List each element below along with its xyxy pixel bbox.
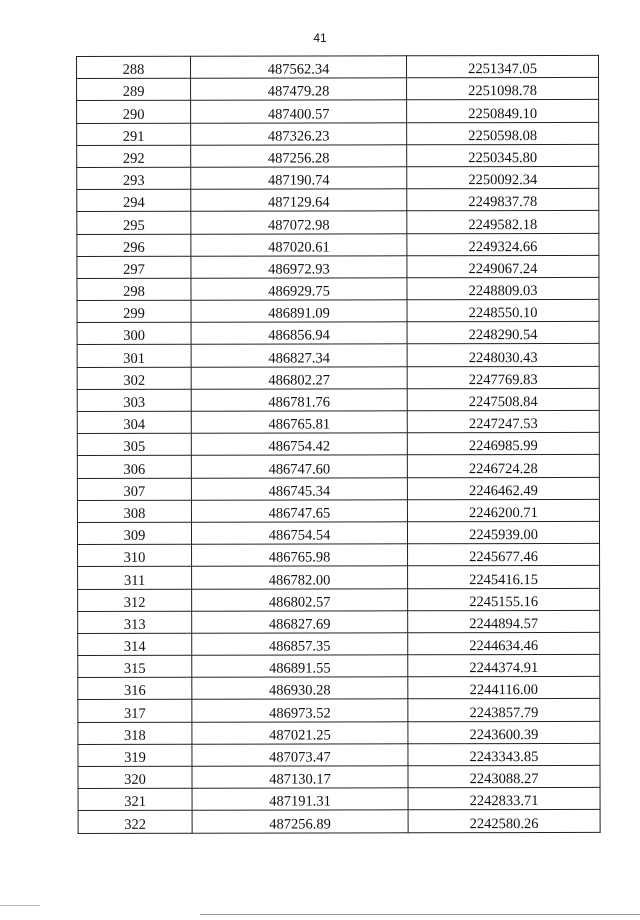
point-number-cell: 292: [77, 145, 191, 167]
table-row: [77, 521, 599, 544]
y-coordinate-cell: 2249067.24: [407, 255, 599, 278]
table-row: [77, 277, 599, 300]
point-number-cell: 315: [78, 655, 192, 677]
y-coordinate-cell: 2245155.16: [408, 588, 600, 611]
x-coordinate-cell: 486857.35: [192, 633, 408, 656]
table-row: [77, 455, 599, 478]
x-coordinate-cell: 487072.98: [191, 211, 407, 234]
x-coordinate-cell: 486765.81: [191, 411, 407, 434]
x-coordinate-cell: 486802.27: [191, 366, 407, 389]
x-coordinate-cell: 487020.61: [191, 233, 407, 256]
point-number-cell: 299: [77, 300, 191, 322]
y-coordinate-cell: 2243088.27: [408, 765, 600, 788]
table-row: [77, 366, 599, 389]
point-number-cell: 297: [77, 256, 191, 278]
x-coordinate-cell: 487400.57: [191, 100, 407, 123]
x-coordinate-cell: 487256.28: [191, 145, 407, 168]
x-coordinate-cell: 487073.47: [192, 744, 408, 767]
point-number-cell: 318: [78, 722, 192, 744]
x-coordinate-cell: 486972.93: [191, 255, 407, 278]
x-coordinate-cell: 486747.60: [191, 455, 407, 478]
y-coordinate-cell: 2244894.57: [408, 610, 600, 633]
table-row: [77, 166, 599, 189]
x-coordinate-cell: 486745.34: [191, 477, 407, 500]
x-coordinate-cell: 486930.28: [192, 677, 408, 700]
point-number-cell: 301: [77, 345, 191, 367]
x-coordinate-cell: 487479.28: [191, 78, 407, 101]
x-coordinate-cell: 487129.64: [191, 189, 407, 212]
table-row: [78, 788, 600, 811]
point-number-cell: 321: [78, 788, 192, 810]
x-coordinate-cell: 486782.00: [192, 566, 408, 589]
table-row: [77, 388, 599, 411]
point-number-cell: 308: [77, 500, 191, 522]
x-coordinate-cell: 487326.23: [191, 122, 407, 145]
x-coordinate-cell: 486891.09: [191, 300, 407, 323]
x-coordinate-cell: 486747.65: [191, 500, 407, 523]
point-number-cell: 303: [77, 389, 191, 411]
table-row: [77, 433, 599, 456]
y-coordinate-cell: 2248550.10: [407, 299, 599, 322]
point-number-cell: 298: [77, 278, 191, 300]
table-row: [77, 122, 599, 145]
y-coordinate-cell: 2251098.78: [407, 78, 599, 101]
table-row: [77, 344, 599, 367]
page-number: 41: [313, 31, 327, 45]
y-coordinate-cell: 2246462.49: [407, 477, 599, 500]
y-coordinate-cell: 2242833.71: [408, 788, 600, 811]
table-row: [77, 322, 599, 345]
point-number-cell: 322: [78, 811, 192, 833]
y-coordinate-cell: 2250849.10: [407, 100, 599, 123]
point-number-cell: 314: [78, 633, 192, 655]
scan-edge-mark: [0, 905, 40, 906]
table-row: [78, 810, 600, 833]
table-row: [77, 499, 599, 522]
x-coordinate-cell: 487190.74: [191, 167, 407, 190]
table-row: [77, 78, 599, 101]
y-coordinate-cell: 2247247.53: [407, 410, 599, 433]
x-coordinate-cell: 486781.76: [191, 389, 407, 412]
table-row: [77, 189, 599, 212]
point-number-cell: 309: [77, 522, 191, 544]
x-coordinate-cell: 486827.34: [191, 344, 407, 367]
y-coordinate-cell: 2247508.84: [407, 388, 599, 411]
point-number-cell: 313: [78, 611, 192, 633]
table-row: [78, 632, 600, 655]
point-number-cell: 296: [77, 234, 191, 256]
point-number-cell: 294: [77, 189, 191, 211]
y-coordinate-cell: 2242580.26: [408, 810, 600, 833]
point-number-cell: 293: [77, 167, 191, 189]
table-row: [78, 677, 600, 700]
table-row: [78, 721, 600, 744]
point-number-cell: 319: [78, 744, 192, 766]
table-row: [77, 100, 599, 123]
x-coordinate-cell: 486765.98: [192, 544, 408, 567]
point-number-cell: 300: [77, 323, 191, 345]
table-row: [78, 699, 600, 722]
point-number-cell: 316: [78, 678, 192, 700]
table-row: [77, 477, 599, 500]
table-row: [77, 255, 599, 278]
y-coordinate-cell: 2250345.80: [407, 144, 599, 167]
table-row: [78, 743, 600, 766]
x-coordinate-cell: 486754.54: [191, 522, 407, 545]
y-coordinate-cell: 2245939.00: [407, 521, 599, 544]
y-coordinate-cell: 2244116.00: [408, 677, 600, 700]
y-coordinate-cell: 2249324.66: [407, 233, 599, 256]
table-row: [78, 610, 600, 633]
x-coordinate-cell: 487562.34: [191, 56, 407, 79]
x-coordinate-cell: 487021.25: [192, 721, 408, 744]
table-row: [78, 588, 600, 611]
point-number-cell: 306: [77, 456, 191, 478]
y-coordinate-cell: 2251347.05: [407, 55, 599, 78]
y-coordinate-cell: 2250598.08: [407, 122, 599, 145]
table-row: [77, 299, 599, 322]
x-coordinate-cell: 487191.31: [192, 788, 408, 811]
point-number-cell: 290: [77, 101, 191, 123]
y-coordinate-cell: 2250092.34: [407, 166, 599, 189]
coordinate-table: [76, 55, 601, 834]
x-coordinate-cell: 486929.75: [191, 278, 407, 301]
point-number-cell: 302: [77, 367, 191, 389]
y-coordinate-cell: 2249837.78: [407, 189, 599, 212]
point-number-cell: 307: [77, 478, 191, 500]
y-coordinate-cell: 2248290.54: [407, 322, 599, 345]
table-row: [77, 233, 599, 256]
y-coordinate-cell: 2248809.03: [407, 277, 599, 300]
y-coordinate-cell: 2246724.28: [407, 455, 599, 478]
table-row: [78, 566, 600, 589]
table-row: [77, 55, 599, 78]
point-number-cell: 310: [78, 544, 192, 566]
point-number-cell: 295: [77, 212, 191, 234]
y-coordinate-cell: 2245416.15: [408, 566, 600, 589]
scan-bottom-edge: [200, 914, 640, 915]
x-coordinate-cell: 486827.69: [192, 610, 408, 633]
point-number-cell: 317: [78, 700, 192, 722]
x-coordinate-cell: 486856.94: [191, 322, 407, 345]
y-coordinate-cell: 2243857.79: [408, 699, 600, 722]
table-row: [77, 211, 599, 234]
x-coordinate-cell: 486973.52: [192, 699, 408, 722]
y-coordinate-cell: 2244374.91: [408, 654, 600, 677]
table-row: [78, 654, 600, 677]
point-number-cell: 312: [78, 589, 192, 611]
y-coordinate-cell: 2246985.99: [407, 433, 599, 456]
y-coordinate-cell: 2246200.71: [407, 499, 599, 522]
x-coordinate-cell: 486802.57: [192, 588, 408, 611]
x-coordinate-cell: 486891.55: [192, 655, 408, 678]
y-coordinate-cell: 2248030.43: [407, 344, 599, 367]
x-coordinate-cell: 487130.17: [192, 766, 408, 789]
coordinate-table-body: [77, 55, 601, 833]
y-coordinate-cell: 2247769.83: [407, 366, 599, 389]
y-coordinate-cell: 2244634.46: [408, 632, 600, 655]
point-number-cell: 291: [77, 123, 191, 145]
point-number-cell: 311: [78, 567, 192, 589]
x-coordinate-cell: 487256.89: [192, 810, 408, 833]
x-coordinate-cell: 486754.42: [191, 433, 407, 456]
y-coordinate-cell: 2245677.46: [408, 544, 600, 567]
y-coordinate-cell: 2243343.85: [408, 743, 600, 766]
table-row: [78, 544, 600, 567]
point-number-cell: 288: [77, 56, 191, 78]
point-number-cell: 305: [77, 433, 191, 455]
y-coordinate-cell: 2243600.39: [408, 721, 600, 744]
table-row: [77, 410, 599, 433]
table-row: [78, 765, 600, 788]
table-row: [77, 144, 599, 167]
point-number-cell: 304: [77, 411, 191, 433]
point-number-cell: 320: [78, 766, 192, 788]
point-number-cell: 289: [77, 78, 191, 100]
y-coordinate-cell: 2249582.18: [407, 211, 599, 234]
